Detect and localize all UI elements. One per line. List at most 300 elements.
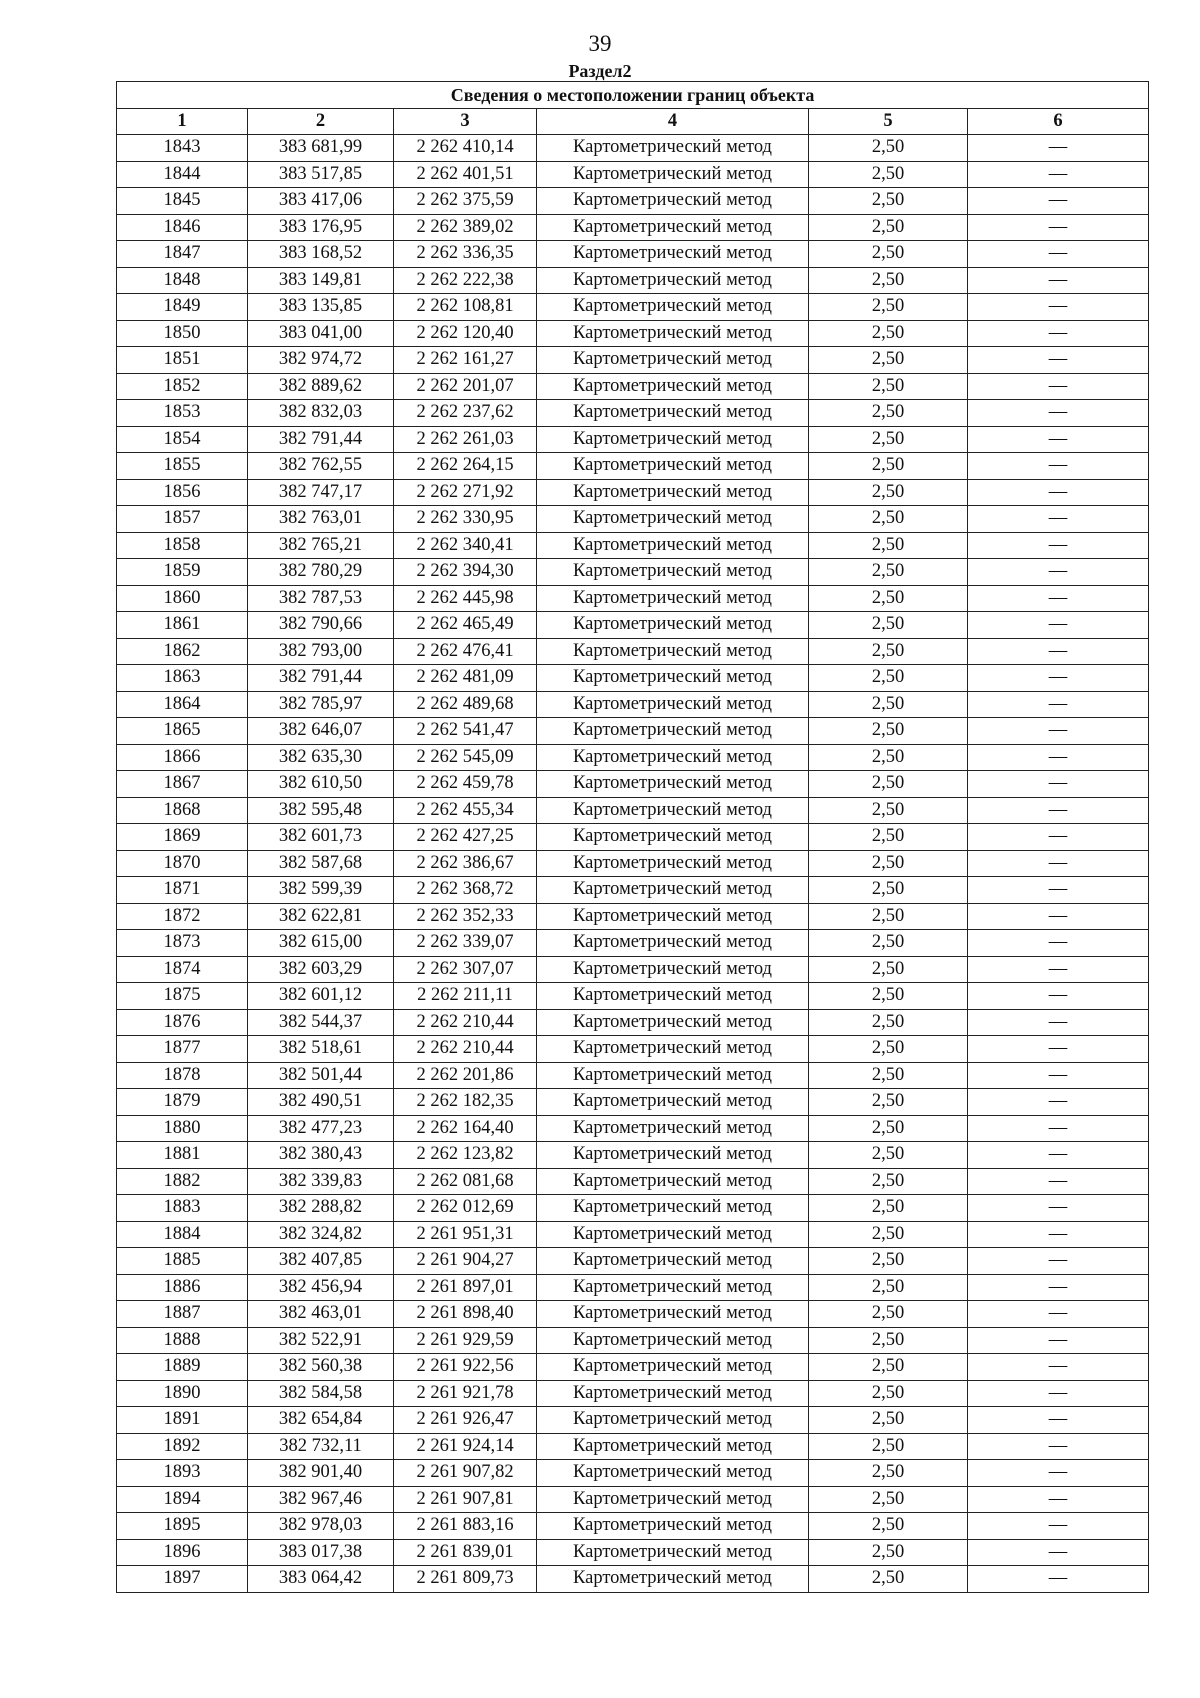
y-coordinate-cell: 2 262 210,44	[394, 1036, 537, 1063]
x-coordinate-cell: 382 791,44	[248, 426, 394, 453]
description-cell: —	[968, 638, 1149, 665]
x-coordinate-cell: 382 339,83	[248, 1168, 394, 1195]
y-coordinate-cell: 2 262 161,27	[394, 347, 537, 374]
accuracy-cell: 2,50	[809, 1221, 968, 1248]
description-cell: —	[968, 877, 1149, 904]
method-cell: Картометрический метод	[537, 1433, 809, 1460]
y-coordinate-cell: 2 262 386,67	[394, 850, 537, 877]
y-coordinate-cell: 2 262 465,49	[394, 612, 537, 639]
accuracy-cell: 2,50	[809, 1460, 968, 1487]
y-coordinate-cell: 2 262 264,15	[394, 453, 537, 480]
accuracy-cell: 2,50	[809, 1274, 968, 1301]
method-cell: Картометрический метод	[537, 532, 809, 559]
table-row	[117, 612, 1149, 639]
point-number-cell: 1849	[117, 294, 248, 321]
accuracy-cell: 2,50	[809, 559, 968, 586]
table-row	[117, 1460, 1149, 1487]
table-body	[117, 135, 1149, 1593]
accuracy-cell: 2,50	[809, 1301, 968, 1328]
x-coordinate-cell: 382 288,82	[248, 1195, 394, 1222]
y-coordinate-cell: 2 261 921,78	[394, 1380, 537, 1407]
point-number-cell: 1845	[117, 188, 248, 215]
point-number-cell: 1888	[117, 1327, 248, 1354]
x-coordinate-cell: 382 974,72	[248, 347, 394, 374]
table-row	[117, 1195, 1149, 1222]
table-row	[117, 1513, 1149, 1540]
table-row	[117, 1486, 1149, 1513]
description-cell: —	[968, 1354, 1149, 1381]
x-coordinate-cell: 382 791,44	[248, 665, 394, 692]
y-coordinate-cell: 2 262 541,47	[394, 718, 537, 745]
y-coordinate-cell: 2 261 907,82	[394, 1460, 537, 1487]
accuracy-cell: 2,50	[809, 1486, 968, 1513]
table-row	[117, 188, 1149, 215]
accuracy-cell: 2,50	[809, 1195, 968, 1222]
table-row	[117, 241, 1149, 268]
method-cell: Картометрический метод	[537, 797, 809, 824]
description-cell: —	[968, 479, 1149, 506]
x-coordinate-cell: 382 560,38	[248, 1354, 394, 1381]
accuracy-cell: 2,50	[809, 771, 968, 798]
point-number-cell: 1877	[117, 1036, 248, 1063]
description-cell: —	[968, 771, 1149, 798]
point-number-cell: 1891	[117, 1407, 248, 1434]
table-row	[117, 691, 1149, 718]
accuracy-cell: 2,50	[809, 1115, 968, 1142]
y-coordinate-cell: 2 262 182,35	[394, 1089, 537, 1116]
y-coordinate-cell: 2 262 389,02	[394, 214, 537, 241]
accuracy-cell: 2,50	[809, 1062, 968, 1089]
x-coordinate-cell: 383 417,06	[248, 188, 394, 215]
point-number-cell: 1872	[117, 903, 248, 930]
column-header: 4	[537, 109, 809, 135]
y-coordinate-cell: 2 262 081,68	[394, 1168, 537, 1195]
point-number-cell: 1881	[117, 1142, 248, 1169]
accuracy-cell: 2,50	[809, 214, 968, 241]
table-row	[117, 638, 1149, 665]
column-header: 5	[809, 109, 968, 135]
y-coordinate-cell: 2 261 929,59	[394, 1327, 537, 1354]
point-number-cell: 1866	[117, 744, 248, 771]
method-cell: Картометрический метод	[537, 400, 809, 427]
table-row	[117, 506, 1149, 533]
accuracy-cell: 2,50	[809, 1009, 968, 1036]
point-number-cell: 1889	[117, 1354, 248, 1381]
method-cell: Картометрический метод	[537, 877, 809, 904]
y-coordinate-cell: 2 262 401,51	[394, 161, 537, 188]
description-cell: —	[968, 1195, 1149, 1222]
accuracy-cell: 2,50	[809, 1036, 968, 1063]
description-cell: —	[968, 1009, 1149, 1036]
point-number-cell: 1857	[117, 506, 248, 533]
method-cell: Картометрический метод	[537, 638, 809, 665]
method-cell: Картометрический метод	[537, 1248, 809, 1275]
x-coordinate-cell: 382 615,00	[248, 930, 394, 957]
method-cell: Картометрический метод	[537, 744, 809, 771]
method-cell: Картометрический метод	[537, 479, 809, 506]
accuracy-cell: 2,50	[809, 532, 968, 559]
point-number-cell: 1897	[117, 1566, 248, 1593]
x-coordinate-cell: 382 501,44	[248, 1062, 394, 1089]
method-cell: Картометрический метод	[537, 850, 809, 877]
y-coordinate-cell: 2 262 339,07	[394, 930, 537, 957]
method-cell: Картометрический метод	[537, 347, 809, 374]
point-number-cell: 1885	[117, 1248, 248, 1275]
page-number: 39	[588, 31, 612, 56]
table-row	[117, 1354, 1149, 1381]
description-cell: —	[968, 1168, 1149, 1195]
point-number-cell: 1851	[117, 347, 248, 374]
method-cell: Картометрический метод	[537, 1460, 809, 1487]
y-coordinate-cell: 2 262 210,44	[394, 1009, 537, 1036]
method-cell: Картометрический метод	[537, 426, 809, 453]
x-coordinate-cell: 382 584,58	[248, 1380, 394, 1407]
method-cell: Картометрический метод	[537, 214, 809, 241]
description-cell: —	[968, 983, 1149, 1010]
description-cell: —	[968, 347, 1149, 374]
point-number-cell: 1887	[117, 1301, 248, 1328]
table-row	[117, 744, 1149, 771]
y-coordinate-cell: 2 262 261,03	[394, 426, 537, 453]
y-coordinate-cell: 2 262 330,95	[394, 506, 537, 533]
description-cell: —	[968, 294, 1149, 321]
method-cell: Картометрический метод	[537, 453, 809, 480]
method-cell: Картометрический метод	[537, 665, 809, 692]
method-cell: Картометрический метод	[537, 1327, 809, 1354]
point-number-cell: 1892	[117, 1433, 248, 1460]
point-number-cell: 1861	[117, 612, 248, 639]
x-coordinate-cell: 383 017,38	[248, 1539, 394, 1566]
point-number-cell: 1864	[117, 691, 248, 718]
point-number-cell: 1869	[117, 824, 248, 851]
description-cell: —	[968, 930, 1149, 957]
description-cell: —	[968, 320, 1149, 347]
method-cell: Картометрический метод	[537, 585, 809, 612]
point-number-cell: 1880	[117, 1115, 248, 1142]
x-coordinate-cell: 383 041,00	[248, 320, 394, 347]
y-coordinate-cell: 2 261 839,01	[394, 1539, 537, 1566]
x-coordinate-cell: 382 601,12	[248, 983, 394, 1010]
method-cell: Картометрический метод	[537, 1195, 809, 1222]
accuracy-cell: 2,50	[809, 1380, 968, 1407]
table-row	[117, 532, 1149, 559]
description-cell: —	[968, 1115, 1149, 1142]
x-coordinate-cell: 382 380,43	[248, 1142, 394, 1169]
method-cell: Картометрический метод	[537, 1407, 809, 1434]
x-coordinate-cell: 382 601,73	[248, 824, 394, 851]
table-row	[117, 161, 1149, 188]
table-row	[117, 267, 1149, 294]
accuracy-cell: 2,50	[809, 930, 968, 957]
accuracy-cell: 2,50	[809, 691, 968, 718]
accuracy-cell: 2,50	[809, 903, 968, 930]
table-row	[117, 453, 1149, 480]
table-row	[117, 1539, 1149, 1566]
column-header: 3	[394, 109, 537, 135]
method-cell: Картометрический метод	[537, 903, 809, 930]
table-row	[117, 1327, 1149, 1354]
accuracy-cell: 2,50	[809, 400, 968, 427]
x-coordinate-cell: 382 765,21	[248, 532, 394, 559]
description-cell: —	[968, 559, 1149, 586]
accuracy-cell: 2,50	[809, 1089, 968, 1116]
x-coordinate-cell: 382 599,39	[248, 877, 394, 904]
accuracy-cell: 2,50	[809, 1433, 968, 1460]
y-coordinate-cell: 2 262 459,78	[394, 771, 537, 798]
method-cell: Картометрический метод	[537, 930, 809, 957]
point-number-cell: 1859	[117, 559, 248, 586]
x-coordinate-cell: 382 610,50	[248, 771, 394, 798]
description-cell: —	[968, 1433, 1149, 1460]
point-number-cell: 1886	[117, 1274, 248, 1301]
y-coordinate-cell: 2 262 108,81	[394, 294, 537, 321]
method-cell: Картометрический метод	[537, 1486, 809, 1513]
description-cell: —	[968, 267, 1149, 294]
point-number-cell: 1865	[117, 718, 248, 745]
description-cell: —	[968, 161, 1149, 188]
x-coordinate-cell: 382 477,23	[248, 1115, 394, 1142]
method-cell: Картометрический метод	[537, 1513, 809, 1540]
y-coordinate-cell: 2 262 375,59	[394, 188, 537, 215]
x-coordinate-cell: 382 978,03	[248, 1513, 394, 1540]
method-cell: Картометрический метод	[537, 506, 809, 533]
point-number-cell: 1856	[117, 479, 248, 506]
y-coordinate-cell: 2 262 352,33	[394, 903, 537, 930]
point-number-cell: 1875	[117, 983, 248, 1010]
y-coordinate-cell: 2 261 904,27	[394, 1248, 537, 1275]
x-coordinate-cell: 382 635,30	[248, 744, 394, 771]
accuracy-cell: 2,50	[809, 453, 968, 480]
point-number-cell: 1878	[117, 1062, 248, 1089]
y-coordinate-cell: 2 262 445,98	[394, 585, 537, 612]
description-cell: —	[968, 1221, 1149, 1248]
table-row	[117, 1248, 1149, 1275]
table-row	[117, 135, 1149, 162]
y-coordinate-cell: 2 262 427,25	[394, 824, 537, 851]
table-row	[117, 1407, 1149, 1434]
table-row	[117, 1036, 1149, 1063]
table-row	[117, 1142, 1149, 1169]
method-cell: Картометрический метод	[537, 188, 809, 215]
method-cell: Картометрический метод	[537, 1115, 809, 1142]
x-coordinate-cell: 383 168,52	[248, 241, 394, 268]
description-cell: —	[968, 1486, 1149, 1513]
accuracy-cell: 2,50	[809, 1407, 968, 1434]
table-row	[117, 903, 1149, 930]
table-row	[117, 771, 1149, 798]
x-coordinate-cell: 383 149,81	[248, 267, 394, 294]
point-number-cell: 1896	[117, 1539, 248, 1566]
x-coordinate-cell: 382 544,37	[248, 1009, 394, 1036]
x-coordinate-cell: 382 595,48	[248, 797, 394, 824]
y-coordinate-cell: 2 262 394,30	[394, 559, 537, 586]
accuracy-cell: 2,50	[809, 1248, 968, 1275]
point-number-cell: 1847	[117, 241, 248, 268]
accuracy-cell: 2,50	[809, 956, 968, 983]
description-cell: —	[968, 744, 1149, 771]
accuracy-cell: 2,50	[809, 824, 968, 851]
description-cell: —	[968, 400, 1149, 427]
table-row	[117, 850, 1149, 877]
method-cell: Картометрический метод	[537, 1354, 809, 1381]
x-coordinate-cell: 382 518,61	[248, 1036, 394, 1063]
x-coordinate-cell: 382 646,07	[248, 718, 394, 745]
x-coordinate-cell: 382 603,29	[248, 956, 394, 983]
point-number-cell: 1893	[117, 1460, 248, 1487]
table-row	[117, 1115, 1149, 1142]
description-cell: —	[968, 1248, 1149, 1275]
accuracy-cell: 2,50	[809, 612, 968, 639]
description-cell: —	[968, 612, 1149, 639]
y-coordinate-cell: 2 262 237,62	[394, 400, 537, 427]
method-cell: Картометрический метод	[537, 1089, 809, 1116]
column-header: 1	[117, 109, 248, 135]
x-coordinate-cell: 383 135,85	[248, 294, 394, 321]
table-row	[117, 1168, 1149, 1195]
x-coordinate-cell: 382 407,85	[248, 1248, 394, 1275]
point-number-cell: 1884	[117, 1221, 248, 1248]
y-coordinate-cell: 2 262 222,38	[394, 267, 537, 294]
x-coordinate-cell: 382 901,40	[248, 1460, 394, 1487]
table-row	[117, 1062, 1149, 1089]
method-cell: Картометрический метод	[537, 1062, 809, 1089]
method-cell: Картометрический метод	[537, 1539, 809, 1566]
description-cell: —	[968, 532, 1149, 559]
method-cell: Картометрический метод	[537, 1009, 809, 1036]
description-cell: —	[968, 188, 1149, 215]
point-number-cell: 1890	[117, 1380, 248, 1407]
method-cell: Картометрический метод	[537, 1036, 809, 1063]
accuracy-cell: 2,50	[809, 797, 968, 824]
point-number-cell: 1844	[117, 161, 248, 188]
x-coordinate-cell: 383 064,42	[248, 1566, 394, 1593]
x-coordinate-cell: 383 681,99	[248, 135, 394, 162]
accuracy-cell: 2,50	[809, 347, 968, 374]
y-coordinate-cell: 2 262 476,41	[394, 638, 537, 665]
description-cell: —	[968, 1142, 1149, 1169]
description-cell: —	[968, 1274, 1149, 1301]
y-coordinate-cell: 2 262 271,92	[394, 479, 537, 506]
column-number-row	[117, 109, 1149, 135]
accuracy-cell: 2,50	[809, 877, 968, 904]
description-cell: —	[968, 718, 1149, 745]
x-coordinate-cell: 383 176,95	[248, 214, 394, 241]
point-number-cell: 1843	[117, 135, 248, 162]
point-number-cell: 1882	[117, 1168, 248, 1195]
table-row	[117, 1221, 1149, 1248]
accuracy-cell: 2,50	[809, 479, 968, 506]
table-row	[117, 983, 1149, 1010]
point-number-cell: 1852	[117, 373, 248, 400]
description-cell: —	[968, 585, 1149, 612]
accuracy-cell: 2,50	[809, 294, 968, 321]
y-coordinate-cell: 2 261 883,16	[394, 1513, 537, 1540]
method-cell: Картометрический метод	[537, 956, 809, 983]
accuracy-cell: 2,50	[809, 1539, 968, 1566]
method-cell: Картометрический метод	[537, 1168, 809, 1195]
point-number-cell: 1858	[117, 532, 248, 559]
x-coordinate-cell: 382 763,01	[248, 506, 394, 533]
table-row	[117, 1566, 1149, 1593]
point-number-cell: 1862	[117, 638, 248, 665]
x-coordinate-cell: 383 517,85	[248, 161, 394, 188]
column-header: 6	[968, 109, 1149, 135]
table-row	[117, 1301, 1149, 1328]
description-cell: —	[968, 691, 1149, 718]
x-coordinate-cell: 382 732,11	[248, 1433, 394, 1460]
table-row	[117, 294, 1149, 321]
table-row	[117, 400, 1149, 427]
method-cell: Картометрический метод	[537, 1274, 809, 1301]
x-coordinate-cell: 382 587,68	[248, 850, 394, 877]
y-coordinate-cell: 2 262 455,34	[394, 797, 537, 824]
method-cell: Картометрический метод	[537, 1221, 809, 1248]
point-number-cell: 1871	[117, 877, 248, 904]
table-row	[117, 347, 1149, 374]
point-number-cell: 1850	[117, 320, 248, 347]
accuracy-cell: 2,50	[809, 665, 968, 692]
table-row	[117, 1009, 1149, 1036]
description-cell: —	[968, 824, 1149, 851]
table-row	[117, 373, 1149, 400]
x-coordinate-cell: 382 324,82	[248, 1221, 394, 1248]
x-coordinate-cell: 382 793,00	[248, 638, 394, 665]
description-cell: —	[968, 1539, 1149, 1566]
description-cell: —	[968, 1460, 1149, 1487]
x-coordinate-cell: 382 747,17	[248, 479, 394, 506]
description-cell: —	[968, 665, 1149, 692]
x-coordinate-cell: 382 522,91	[248, 1327, 394, 1354]
y-coordinate-cell: 2 261 926,47	[394, 1407, 537, 1434]
accuracy-cell: 2,50	[809, 241, 968, 268]
section-title: Раздел2	[568, 61, 632, 81]
point-number-cell: 1853	[117, 400, 248, 427]
description-cell: —	[968, 135, 1149, 162]
method-cell: Картометрический метод	[537, 241, 809, 268]
accuracy-cell: 2,50	[809, 426, 968, 453]
point-number-cell: 1855	[117, 453, 248, 480]
y-coordinate-cell: 2 262 012,69	[394, 1195, 537, 1222]
y-coordinate-cell: 2 261 951,31	[394, 1221, 537, 1248]
point-number-cell: 1854	[117, 426, 248, 453]
x-coordinate-cell: 382 889,62	[248, 373, 394, 400]
y-coordinate-cell: 2 261 907,81	[394, 1486, 537, 1513]
method-cell: Картометрический метод	[537, 718, 809, 745]
point-number-cell: 1870	[117, 850, 248, 877]
accuracy-cell: 2,50	[809, 506, 968, 533]
point-number-cell: 1860	[117, 585, 248, 612]
x-coordinate-cell: 382 832,03	[248, 400, 394, 427]
y-coordinate-cell: 2 262 164,40	[394, 1115, 537, 1142]
method-cell: Картометрический метод	[537, 612, 809, 639]
description-cell: —	[968, 214, 1149, 241]
table-row	[117, 1089, 1149, 1116]
method-cell: Картометрический метод	[537, 1301, 809, 1328]
y-coordinate-cell: 2 261 809,73	[394, 1566, 537, 1593]
table-row	[117, 585, 1149, 612]
accuracy-cell: 2,50	[809, 1566, 968, 1593]
description-cell: —	[968, 453, 1149, 480]
point-number-cell: 1876	[117, 1009, 248, 1036]
x-coordinate-cell: 382 762,55	[248, 453, 394, 480]
method-cell: Картометрический метод	[537, 161, 809, 188]
y-coordinate-cell: 2 262 211,11	[394, 983, 537, 1010]
y-coordinate-cell: 2 261 898,40	[394, 1301, 537, 1328]
point-number-cell: 1848	[117, 267, 248, 294]
point-number-cell: 1895	[117, 1513, 248, 1540]
point-number-cell: 1883	[117, 1195, 248, 1222]
method-cell: Картометрический метод	[537, 1380, 809, 1407]
